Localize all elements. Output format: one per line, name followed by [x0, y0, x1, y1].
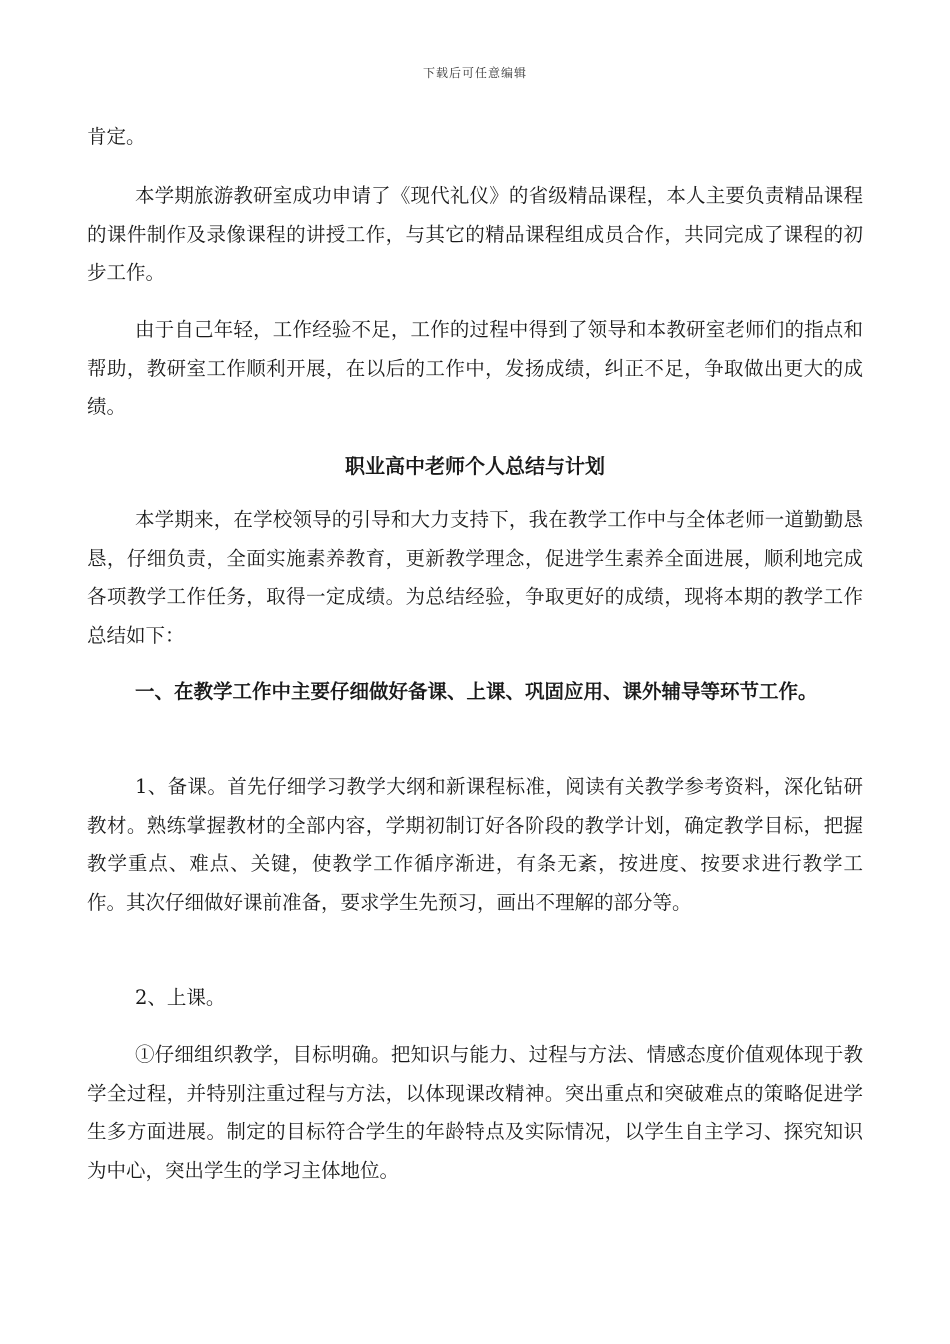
paragraph-course-application: 本学期旅游教研室成功申请了《现代礼仪》的省级精品课程，本人主要负责精品课程的课件制作及录像课程的讲授工作，与其它的精品课程组成员合作，共同完成了课程的初步工作。 — [87, 184, 863, 284]
heading-teaching-work: 一、在教学工作中主要仔细做好备课、上课、巩固应用、课外辅导等环节工作。 — [135, 680, 818, 703]
paragraph-class-heading: 2、上课。 — [135, 986, 226, 1009]
paragraph-organize-teaching: ①仔细组织教学，目标明确。把知识与能力、过程与方法、情感态度价值观体现于教学全过程，并特别注重过程与方法，以体现课改精神。突出重点和突破难点的策略促进学生多方面进展。制定的目标符合学生的年龄特点及实际情况，以学生自主学习、探究知识为中心，突出学生的学习主体地位。 — [87, 1043, 863, 1182]
paragraph-lesson-prep: 1、备课。首先仔细学习教学大纲和新课程标准，阅读有关教学参考资料，深化钻研教材。熟练掌握教材的全部内容，学期初制订好各阶段的教学计划，确定教学目标，把握教学重点、难点、关键，使教学工作循序渐进，有条无紊，按进度、按要求进行教学工作。其次仔细做好课前准备，要求学生先预习，画出不理解的部分等。 — [87, 775, 863, 914]
page-header: 下载后可任意编辑 — [422, 66, 527, 80]
paragraph-intro: 本学期来，在学校领导的引导和大力支持下，我在教学工作中与全体老师一道勤勤恳恳，仔细负责，全面实施素养教育，更新教学理念，促进学生素养全面进展，顺利地完成各项教学工作任务，取得一定成绩。为总结经验，争取更好的成绩，现将本期的教学工作总结如下： — [87, 508, 863, 647]
paragraph-self-reflection: 由于自己年轻，工作经验不足，工作的过程中得到了领导和本教研室老师们的指点和帮助，教研室工作顺利开展，在以后的工作中，发扬成绩，纠正不足，争取做出更大的成绩。 — [87, 318, 863, 418]
section-title: 职业高中老师个人总结与计划 — [345, 454, 605, 478]
paragraph-continuation: 肯定。 — [87, 125, 146, 148]
